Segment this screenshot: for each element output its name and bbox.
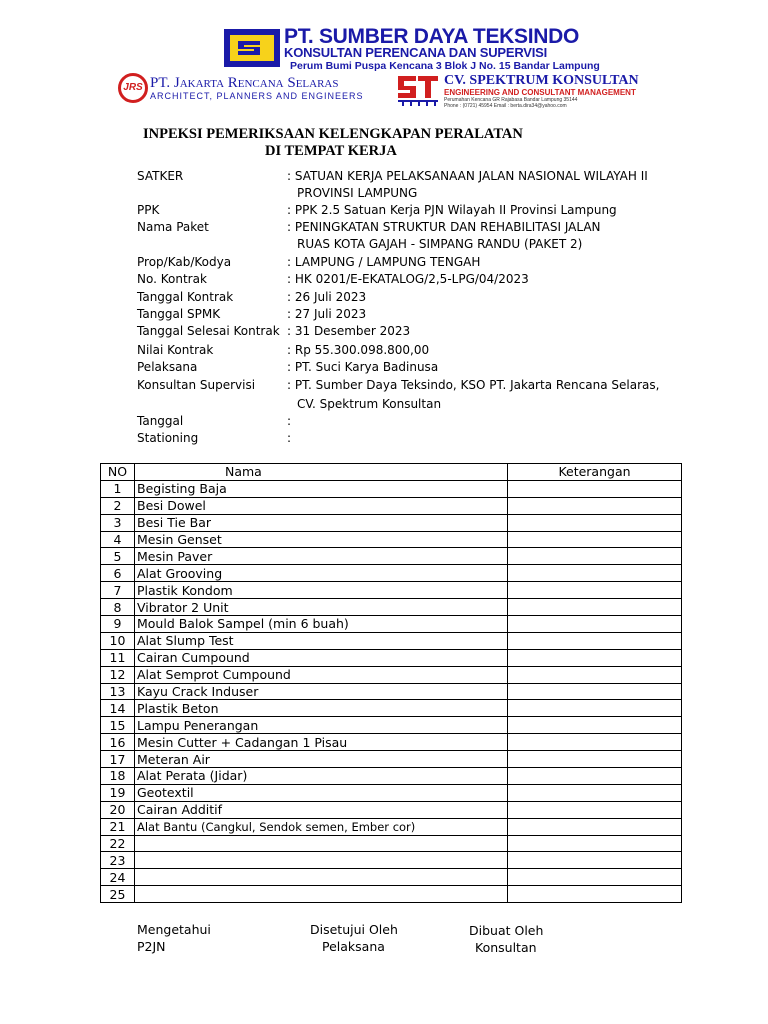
table-body: [101, 480, 682, 902]
tanggal-spmk-label: Tanggal SPMK: [137, 307, 221, 321]
nilai-kontrak-value: : Rp 55.300.098.800,00: [287, 343, 430, 357]
table-header-row: [101, 464, 682, 481]
nama-paket-label: Nama Paket: [137, 220, 209, 234]
row-number: 22: [101, 835, 135, 852]
nilai-kontrak-label: Nilai Kontrak: [137, 343, 214, 357]
table-row: [101, 565, 682, 582]
table-row: [101, 683, 682, 700]
row-keterangan[interactable]: [508, 700, 682, 717]
main-company-address: Perum Bumi Puspa Kencana 3 Blok J No. 15 Bandar Lampung: [290, 60, 600, 72]
pelaksana-label: Pelaksana: [137, 360, 198, 374]
satker-label: SATKER: [137, 169, 184, 183]
header-no: NO: [101, 464, 135, 481]
table-row: [101, 784, 682, 801]
prop-value: : LAMPUNG / LAMPUNG TENGAH: [287, 255, 481, 269]
row-number: 9: [101, 616, 135, 633]
stationing-value: :: [287, 431, 292, 445]
row-equipment-name: [135, 835, 508, 852]
row-equipment-name: Kayu Crack Induser: [135, 683, 508, 700]
row-number: 8: [101, 599, 135, 616]
row-number: 25: [101, 886, 135, 903]
jrs-company-header: [150, 76, 364, 101]
row-keterangan[interactable]: [508, 616, 682, 633]
jrs-company-name: PT. Jakarta Rencana Selaras: [150, 75, 339, 91]
table-row: [101, 548, 682, 565]
tanggal-selesai-label: Tanggal Selesai Kontrak: [137, 324, 280, 338]
row-number: 13: [101, 683, 135, 700]
row-keterangan[interactable]: [508, 548, 682, 565]
row-keterangan[interactable]: [508, 683, 682, 700]
satker-value: : SATUAN KERJA PELAKSANAAN JALAN NASIONAL WILAYAH II: [287, 169, 648, 183]
tanggal-kontrak-label: Tanggal Kontrak: [137, 290, 234, 304]
tanggal-selesai-value: : 31 Desember 2023: [287, 324, 411, 338]
row-keterangan[interactable]: [508, 531, 682, 548]
row-equipment-name: Alat Perata (Jidar): [135, 768, 508, 785]
row-keterangan[interactable]: [508, 649, 682, 666]
row-number: 11: [101, 649, 135, 666]
jrs-logo-text: JRS: [123, 82, 143, 93]
row-number: 12: [101, 666, 135, 683]
table-row: [101, 852, 682, 869]
main-company-name: PT. SUMBER DAYA TEKSINDO: [284, 25, 580, 48]
jrs-company-subtitle: ARCHITECT, PLANNERS AND ENGINEERS: [150, 91, 364, 101]
table-row: [101, 835, 682, 852]
table-row: [101, 616, 682, 633]
nama-paket-value-cont: RUAS KOTA GAJAH - SIMPANG RANDU (PAKET 2): [297, 237, 583, 251]
row-equipment-name: Besi Dowel: [135, 497, 508, 514]
row-equipment-name: Alat Bantu (Cangkul, Sendok semen, Ember cor): [135, 818, 508, 835]
row-equipment-name: [135, 869, 508, 886]
row-keterangan[interactable]: [508, 818, 682, 835]
row-equipment-name: Plastik Beton: [135, 700, 508, 717]
nama-paket-value: : PENINGKATAN STRUKTUR DAN REHABILITASI JALAN: [287, 220, 601, 234]
table-row: [101, 818, 682, 835]
row-equipment-name: Mesin Genset: [135, 531, 508, 548]
row-keterangan[interactable]: [508, 835, 682, 852]
prop-label: Prop/Kab/Kodya: [137, 255, 232, 269]
row-number: 4: [101, 531, 135, 548]
spektrum-company-name: CV. SPEKTRUM KONSULTAN: [444, 73, 639, 88]
table-row: [101, 666, 682, 683]
main-company-header: [284, 25, 600, 72]
tanggal-value: :: [287, 414, 292, 428]
spektrum-company-subtitle: ENGINEERING AND CONSULTANT MANAGEMENT: [444, 88, 636, 97]
row-number: 19: [101, 784, 135, 801]
table-row: [101, 649, 682, 666]
no-kontrak-label: No. Kontrak: [137, 272, 207, 286]
signature-mengetahui: Mengetahui: [137, 922, 211, 937]
stationing-label: Stationing: [137, 431, 199, 445]
table-row: [101, 734, 682, 751]
tanggal-spmk-value: : 27 Juli 2023: [287, 307, 367, 321]
row-equipment-name: Begisting Baja: [135, 480, 508, 497]
row-number: 23: [101, 852, 135, 869]
row-keterangan[interactable]: [508, 565, 682, 582]
header-nama: Nama: [135, 464, 508, 481]
konsultan-supervisi-label: Konsultan Supervisi: [137, 378, 256, 392]
spektrum-logo: [396, 74, 440, 106]
table-row: [101, 751, 682, 768]
row-equipment-name: Plastik Kondom: [135, 582, 508, 599]
row-equipment-name: Alat Grooving: [135, 565, 508, 582]
table-row: [101, 801, 682, 818]
signature-disetujui: Disetujui Oleh: [310, 922, 398, 937]
row-number: 2: [101, 497, 135, 514]
row-equipment-name: Cairan Cumpound: [135, 649, 508, 666]
row-keterangan[interactable]: [508, 514, 682, 531]
row-equipment-name: [135, 886, 508, 903]
row-number: 10: [101, 632, 135, 649]
row-keterangan[interactable]: [508, 869, 682, 886]
row-keterangan[interactable]: [508, 599, 682, 616]
row-keterangan[interactable]: [508, 632, 682, 649]
no-kontrak-value: : HK 0201/E-EKATALOG/2,5-LPG/04/2023: [287, 272, 529, 286]
konsultan-supervisi-value: : PT. Sumber Daya Teksindo, KSO PT. Jakarta Rencana Selaras,: [287, 378, 660, 392]
jrs-logo: [118, 73, 148, 103]
table-row: [101, 632, 682, 649]
row-equipment-name: [135, 852, 508, 869]
table-row: [101, 599, 682, 616]
header-keterangan: Keterangan: [508, 464, 682, 481]
row-number: 14: [101, 700, 135, 717]
row-equipment-name: Geotextil: [135, 784, 508, 801]
row-number: 6: [101, 565, 135, 582]
signature-pelaksana: Pelaksana: [322, 939, 385, 954]
row-equipment-name: Mesin Cutter + Cadangan 1 Pisau: [135, 734, 508, 751]
row-keterangan[interactable]: [508, 801, 682, 818]
row-keterangan[interactable]: [508, 784, 682, 801]
row-equipment-name: Meteran Air: [135, 751, 508, 768]
table-row: [101, 514, 682, 531]
equipment-table: [100, 463, 682, 903]
row-equipment-name: Vibrator 2 Unit: [135, 599, 508, 616]
tanggal-label: Tanggal: [137, 414, 184, 428]
row-equipment-name: Cairan Additif: [135, 801, 508, 818]
row-number: 16: [101, 734, 135, 751]
row-number: 1: [101, 480, 135, 497]
row-equipment-name: Besi Tie Bar: [135, 514, 508, 531]
spektrum-company-header: [444, 73, 639, 109]
table-row: [101, 497, 682, 514]
row-number: 18: [101, 768, 135, 785]
document-title-line-2: DI TEMPAT KERJA: [265, 143, 397, 159]
row-number: 21: [101, 818, 135, 835]
row-equipment-name: Alat Semprot Cumpound: [135, 666, 508, 683]
row-keterangan[interactable]: [508, 480, 682, 497]
spektrum-company-address: Perumahan Kencana GR Rajabasa Bandar Lampung 35144: [444, 97, 578, 103]
ppk-label: PPK: [137, 203, 160, 217]
row-keterangan[interactable]: [508, 852, 682, 869]
row-number: 5: [101, 548, 135, 565]
row-number: 7: [101, 582, 135, 599]
row-number: 17: [101, 751, 135, 768]
signature-konsultan: Konsultan: [475, 940, 537, 955]
row-equipment-name: Mesin Paver: [135, 548, 508, 565]
document-title-line-1: INPEKSI PEMERIKSAAN KELENGKAPAN PERALATAN: [143, 126, 523, 142]
table-row: [101, 717, 682, 734]
ppk-value: : PPK 2.5 Satuan Kerja PJN Wilayah II Provinsi Lampung: [287, 203, 617, 217]
tanggal-kontrak-value: : 26 Juli 2023: [287, 290, 367, 304]
satker-value-cont: PROVINSI LAMPUNG: [297, 186, 418, 200]
row-equipment-name: Lampu Penerangan: [135, 717, 508, 734]
pelaksana-value: : PT. Suci Karya Badinusa: [287, 360, 439, 374]
table-row: [101, 480, 682, 497]
row-keterangan[interactable]: [508, 734, 682, 751]
table-row: [101, 768, 682, 785]
row-keterangan[interactable]: [508, 886, 682, 903]
table-row: [101, 531, 682, 548]
row-number: 20: [101, 801, 135, 818]
table-row: [101, 886, 682, 903]
table-row: [101, 582, 682, 599]
main-company-subtitle: KONSULTAN PERENCANA DAN SUPERVISI: [284, 45, 548, 60]
row-keterangan[interactable]: [508, 582, 682, 599]
row-keterangan[interactable]: [508, 768, 682, 785]
row-keterangan[interactable]: [508, 666, 682, 683]
row-number: 3: [101, 514, 135, 531]
table-row: [101, 869, 682, 886]
table-row: [101, 700, 682, 717]
row-keterangan[interactable]: [508, 751, 682, 768]
signature-p2jn: P2JN: [137, 939, 166, 954]
row-number: 24: [101, 869, 135, 886]
row-keterangan[interactable]: [508, 497, 682, 514]
row-keterangan[interactable]: [508, 717, 682, 734]
row-number: 15: [101, 717, 135, 734]
sumber-daya-logo: [224, 29, 280, 67]
spektrum-company-contact: Phone : (0721) 45954 Email : berta.dira34@yahoo.com: [444, 103, 567, 109]
konsultan-supervisi-value-cont: CV. Spektrum Konsultan: [297, 397, 442, 411]
signature-dibuat: Dibuat Oleh: [469, 923, 544, 938]
row-equipment-name: Alat Slump Test: [135, 632, 508, 649]
row-equipment-name: Mould Balok Sampel (min 6 buah): [135, 616, 508, 633]
